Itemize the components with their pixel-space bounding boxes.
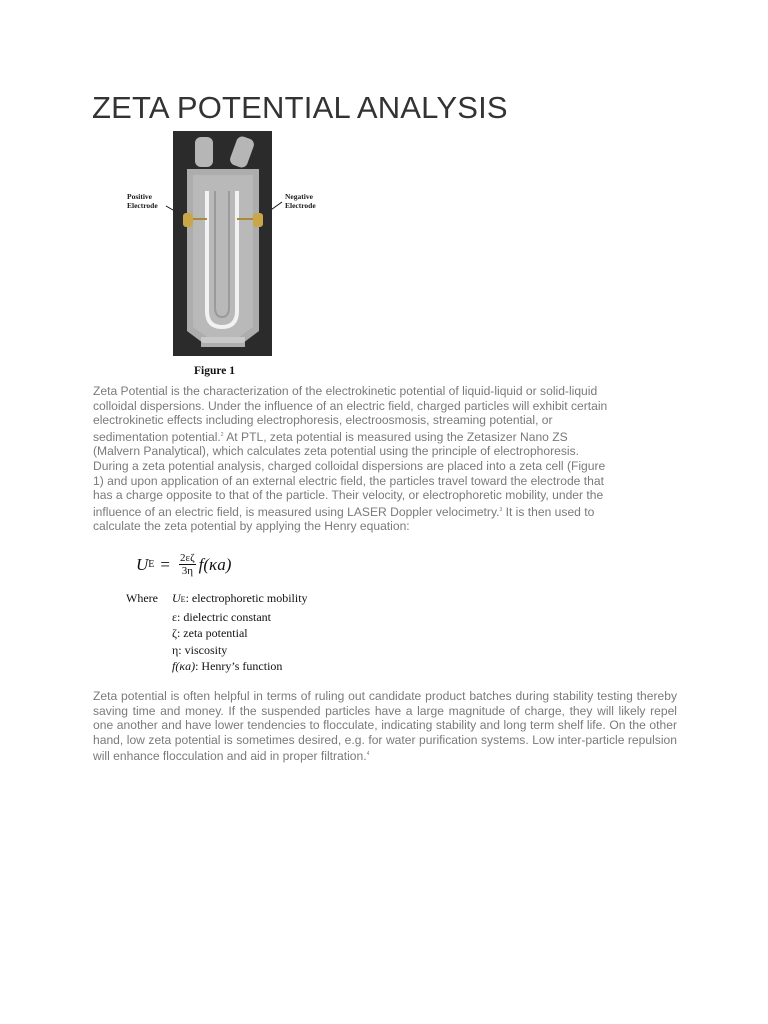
figure-caption: Figure 1: [194, 365, 235, 377]
paragraph-intro: [93, 384, 677, 534]
equation-fraction: $\frac{2\varepsilon\zeta}{3\eta}$: [179, 552, 195, 577]
reference-marker: 3: [499, 506, 503, 513]
negative-electrode-label: Negative Electrode: [285, 192, 316, 210]
definition-row: f(κa): Henry’s function: [172, 659, 283, 673]
definition-row: ζ: zeta potential: [172, 626, 248, 640]
figure-1: [120, 130, 340, 380]
reference-marker: 4: [366, 751, 370, 758]
text-line: During a zeta potential analysis, charged colloidal dispersions are placed into a zeta cell (Figure: [93, 458, 606, 473]
text-line: influence of an electric field, is measured using LASER Doppler velocimetry.$^3$ It is then used to: [93, 504, 595, 519]
text-line: sedimentation potential.$^2$ At PTL, zeta potential is measured using the Zetasizer Nano ZS: [93, 429, 568, 444]
text-line: colloidal dispersions. Under the influence of an electric field, charged particles will exhibit certain: [93, 398, 608, 413]
positive-electrode-label: Positive Electrode: [127, 192, 158, 210]
henry-equation: [126, 548, 366, 678]
definition-row: Where UE: electrophoretic mobility: [126, 591, 308, 605]
text-line: Zeta Potential is the characterization of the electrokinetic potential of liquid-liquid or solid-liquid: [93, 384, 598, 398]
definition-row: ε: dielectric constant: [172, 609, 272, 624]
text-line: electrokinetic effects including electrophoresis, electroosmosis, streaming potential, or: [93, 413, 553, 428]
paragraph-stability: Zeta potential is often helpful in terms of ruling out candidate product batches during stability testing thereby saving time and money. If the suspended particles have a large magnitude of charge, they will likely repel one another and have lower tendencies to flocculate, indicating stability and long term shelf life. On the other hand, low zeta potential is sometimes desired, e.g. for water purification systems. Low inter-particle repulsion will enhance flocculation and aid in proper filtration.$^4$: [93, 689, 677, 764]
zeta-cell-illustration: [173, 131, 272, 356]
equation-formula: U E = $\frac{2\varepsilon\zeta}{3\eta}$ f(κa): [136, 552, 232, 577]
reference-marker: 2: [220, 431, 224, 438]
text-line: 1) and upon application of an external electric field, the particles travel toward the electrode that: [93, 473, 604, 488]
definition-row: η: viscosity: [172, 642, 228, 657]
equation-definitions: [126, 590, 308, 675]
zeta-cell-photo: [173, 131, 272, 356]
page-title: ZETA POTENTIAL ANALYSIS: [92, 90, 508, 125]
text-line: has a charge opposite to that of the particle. Their velocity, or electrophoretic mobility, under the: [93, 488, 604, 503]
text-line: calculate the zeta potential by applying the Henry equation:: [93, 519, 410, 534]
text-line: (Malvern Panalytical), which calculates zeta potential using the principle of electrophoresis.: [93, 444, 580, 459]
